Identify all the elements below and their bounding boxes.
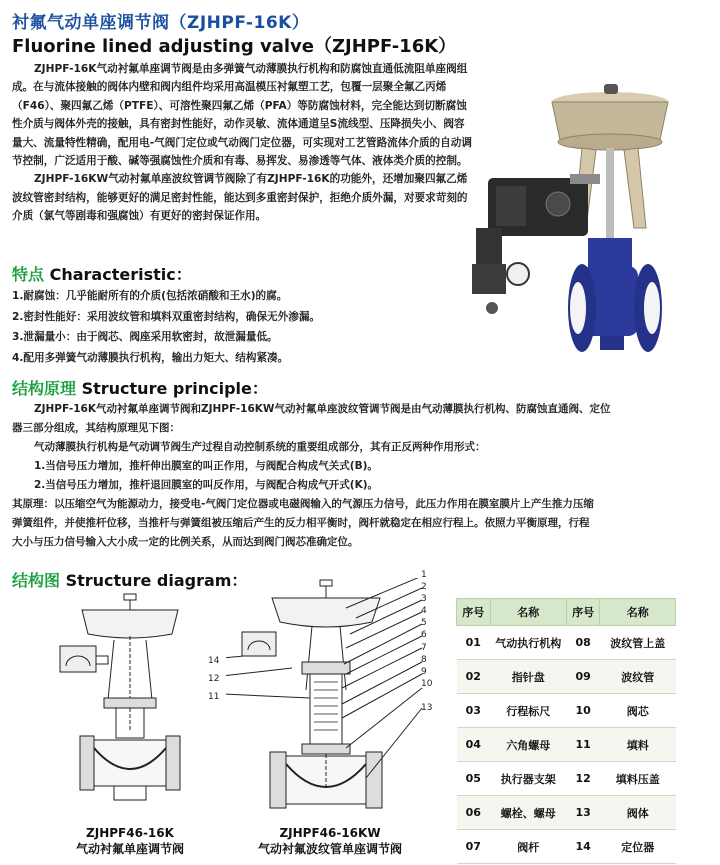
diagram-right bbox=[226, 578, 426, 828]
intro-paragraph: ZJHPF-16KW气动衬氟单座波纹管调节阀除了有ZJHPF-16K的功能外，还增加聚四氟乙烯波纹管密封结构，能够更好的满足密封性能，能达到多重密封保护，拒绝介质外漏，对要求苛刻的介质（氯气等剧毒和强腐蚀）有更好的密封保证作用。 bbox=[12, 173, 468, 223]
table-cell: 10 bbox=[566, 694, 600, 728]
table-cell: 07 bbox=[457, 830, 491, 864]
callout-label: 14 bbox=[208, 656, 220, 666]
table-cell: 09 bbox=[566, 660, 600, 694]
callout-label: 10 bbox=[421, 678, 433, 689]
principle-text bbox=[12, 400, 712, 552]
table-header: 序号 bbox=[566, 599, 600, 626]
valve-body bbox=[568, 238, 662, 352]
table-cell: 六角螺母 bbox=[490, 728, 566, 762]
table-cell: 13 bbox=[566, 796, 600, 830]
callouts-right bbox=[421, 569, 432, 714]
principle-line: 其原理：以压缩空气为能源动力，接受电-气阀门定位器或电磁阀输入的气源压力信号，此压力作用在膜室膜片上产生推力压缩 bbox=[12, 498, 594, 510]
diaphragm-housing bbox=[552, 84, 668, 150]
principle-line: 大小与压力信号输入大小成一定的比例关系，从而达到阀门阀芯准确定位。 bbox=[12, 536, 359, 548]
intro-text bbox=[12, 60, 474, 226]
principle-heading: 结构原理 Structure principle： bbox=[12, 379, 268, 398]
callout-label: 6 bbox=[421, 630, 427, 641]
principle-line: 器三部分组成，其结构原理见下图： bbox=[12, 422, 180, 434]
table-cell: 06 bbox=[457, 796, 491, 830]
callout-label: 11 bbox=[208, 692, 220, 702]
table-header: 名称 bbox=[600, 599, 676, 626]
callout-label: 1 bbox=[421, 570, 427, 580]
filter-regulator bbox=[472, 228, 529, 314]
page-title-en: Fluorine lined adjusting valve（ZJHPF-16K） bbox=[12, 36, 457, 57]
table-cell: 定位器 bbox=[600, 830, 676, 864]
caption-left bbox=[30, 826, 230, 857]
table-cell: 阀体 bbox=[600, 796, 676, 830]
intro-paragraph: ZJHPF-16K气动衬氟单座调节阀是由多弹簧气动薄膜执行机构和防腐蚀直通低流阻单座阀组成。在与流体接触的阀体内壁和阀内组件均采用高温模压衬氟塑工艺，包覆一层聚全氟乙丙烯（F46）、聚四氟乙烯（PTFE）、可溶性聚四氟乙烯（PFA）等防腐蚀材料，完全能达到切断腐蚀性介质与阀体外壳的接触，具有密封性能好，动作灵敏、流体通道呈S流线型、压降损失小、阀容量大、流量特性精确，配用电-气阀门定位或气动阀门定位器，可实现对工艺管路流体介质的自动调节控制，广泛适用于酸、碱等强腐蚀性介质和有毒、易挥发、易渗透等气体、液体类介质的控制。 bbox=[12, 63, 472, 168]
product-photo bbox=[470, 78, 700, 363]
table-row bbox=[457, 762, 676, 796]
table-row bbox=[457, 626, 676, 660]
callout-label: 5 bbox=[421, 618, 427, 629]
table-cell: 阀杆 bbox=[490, 830, 566, 864]
table-row bbox=[457, 728, 676, 762]
table-cell: 04 bbox=[457, 728, 491, 762]
diagram-left bbox=[54, 590, 204, 820]
principle-line: ZJHPF-16K气动衬氟单座调节阀和ZJHPF-16KW气动衬氟单座波纹管调节阀是由气动薄膜执行机构、防腐蚀直通阀、定位 bbox=[34, 403, 611, 415]
callout-label: 13 bbox=[421, 702, 433, 713]
parts-table bbox=[456, 598, 676, 864]
table-cell: 11 bbox=[566, 728, 600, 762]
principle-line: 弹簧组件，并使推杆位移，当推杆与弹簧组被压缩后产生的反力相平衡时，阀杆就稳定在相应行程上。依照力平衡原理，行程 bbox=[12, 517, 590, 529]
table-cell: 14 bbox=[566, 830, 600, 864]
principle-line: 1.当信号压力增加，推杆伸出膜室的叫正作用，与阀配合构成气关式(B)。 bbox=[34, 460, 378, 472]
positioner bbox=[488, 174, 600, 236]
caption-name: 气动衬氟单座调节阀 bbox=[75, 842, 184, 856]
table-cell: 行程标尺 bbox=[490, 694, 566, 728]
table-cell: 波纹管 bbox=[600, 660, 676, 694]
table-cell: 气动执行机构 bbox=[490, 626, 566, 660]
list-item: 2.密封性能好：采用波纹管和填料双重密封结构，确保无外渗漏。 bbox=[12, 310, 321, 323]
table-row bbox=[457, 660, 676, 694]
table-cell: 05 bbox=[457, 762, 491, 796]
table-header-row bbox=[457, 599, 676, 626]
list-item: 4.配用多弹簧气动薄膜执行机构，输出力矩大、结构紧凑。 bbox=[12, 351, 289, 364]
callout-label: 7 bbox=[421, 642, 427, 653]
characteristic-heading: 特点 Characteristic： bbox=[12, 265, 192, 284]
table-cell: 阀芯 bbox=[600, 694, 676, 728]
table-cell: 螺栓、螺母 bbox=[490, 796, 566, 830]
table-cell: 波纹管上盖 bbox=[600, 626, 676, 660]
callout-label: 4 bbox=[421, 606, 427, 617]
table-cell: 执行器支架 bbox=[490, 762, 566, 796]
caption-model: ZJHPF46-16K bbox=[86, 826, 174, 840]
list-item: 1.耐腐蚀：几乎能耐所有的介质(包括浓硝酸和王水)的腐。 bbox=[12, 290, 288, 302]
callouts-left bbox=[208, 652, 219, 706]
callout-label: 3 bbox=[421, 594, 427, 605]
table-cell: 08 bbox=[566, 626, 600, 660]
caption-name: 气动衬氟波纹管单座调节阀 bbox=[257, 842, 402, 856]
caption-right bbox=[225, 826, 435, 857]
table-cell: 12 bbox=[566, 762, 600, 796]
diagram-heading: 结构图 Structure diagram： bbox=[12, 571, 248, 590]
principle-line: 2.当信号压力增加，推杆退回膜室的叫反作用，与阀配合构成气开式(K)。 bbox=[34, 479, 379, 491]
table-cell: 03 bbox=[457, 694, 491, 728]
table-row bbox=[457, 694, 676, 728]
table-cell: 指针盘 bbox=[490, 660, 566, 694]
callout-label: 9 bbox=[421, 666, 427, 677]
table-cell: 填料 bbox=[600, 728, 676, 762]
caption-model: ZJHPF46-16KW bbox=[279, 826, 381, 840]
table-cell: 填料压盖 bbox=[600, 762, 676, 796]
table-header: 名称 bbox=[490, 599, 566, 626]
table-header: 序号 bbox=[457, 599, 491, 626]
principle-line: 气动薄膜执行机构是气动调节阀生产过程自动控制系统的重要组成部分，其有正反两种作用形式： bbox=[34, 441, 486, 453]
table-cell: 02 bbox=[457, 660, 491, 694]
callout-label: 2 bbox=[421, 582, 427, 593]
page-title-cn: 衬氟气动单座调节阀（ZJHPF-16K） bbox=[12, 13, 310, 33]
characteristic-list bbox=[12, 286, 462, 368]
callout-label: 8 bbox=[421, 654, 427, 665]
list-item: 3.泄漏量小：由于阀芯、阀座采用软密封，故泄漏量低。 bbox=[12, 331, 278, 343]
callout-label: 12 bbox=[208, 674, 220, 684]
table-cell: 01 bbox=[457, 626, 491, 660]
table-row bbox=[457, 830, 676, 864]
table-row bbox=[457, 796, 676, 830]
